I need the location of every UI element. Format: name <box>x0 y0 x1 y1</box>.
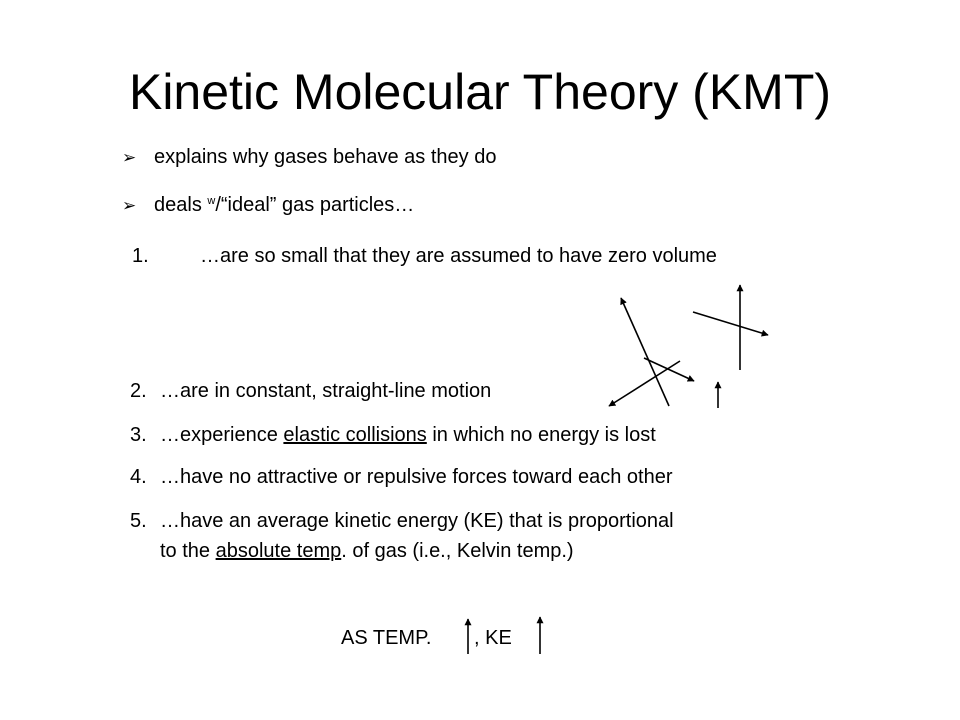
item-number: 2. <box>130 380 147 402</box>
item-number: 4. <box>130 466 147 488</box>
motion-arrow-icon <box>693 312 768 335</box>
elastic-collisions-term: elastic collisions <box>283 424 427 446</box>
item-text-pre: …experience <box>160 424 284 446</box>
bullet-text: explains why gases behave as they do <box>154 146 497 168</box>
footer-ke: , KE <box>474 627 512 649</box>
footer-as-temp: AS TEMP. <box>341 627 432 649</box>
arrowhead-bullet-icon: ➢ <box>122 148 137 168</box>
item-text-post: in which no energy is lost <box>426 424 656 446</box>
item-number: 5. <box>130 510 147 532</box>
bullet-text-post: /“ideal” gas particles… <box>215 194 415 216</box>
item-text: …have no attractive or repulsive forces toward each other <box>160 466 673 488</box>
arrowhead-bullet-icon: ➢ <box>122 196 137 216</box>
motion-arrow-icon <box>621 298 669 406</box>
item-text-pre: to the <box>160 540 216 562</box>
item-number: 3. <box>130 424 147 446</box>
item-text: …have an average kinetic energy (KE) that is proportional <box>160 510 674 532</box>
bullet-text-pre: deals <box>154 194 208 216</box>
bullet-text-sup: w <box>207 195 216 207</box>
absolute-temp-term: absolute temp <box>215 540 342 562</box>
motion-arrow-icon <box>644 358 694 381</box>
item-text: …are in constant, straight-line motion <box>160 380 492 402</box>
slide-title: Kinetic Molecular Theory (KMT) <box>128 64 832 120</box>
item-number: 1. <box>132 245 149 267</box>
item-text: …are so small that they are assumed to have zero volume <box>200 245 717 267</box>
motion-arrow-icon <box>609 361 680 406</box>
item-text-post: . of gas (i.e., Kelvin temp.) <box>341 540 574 562</box>
